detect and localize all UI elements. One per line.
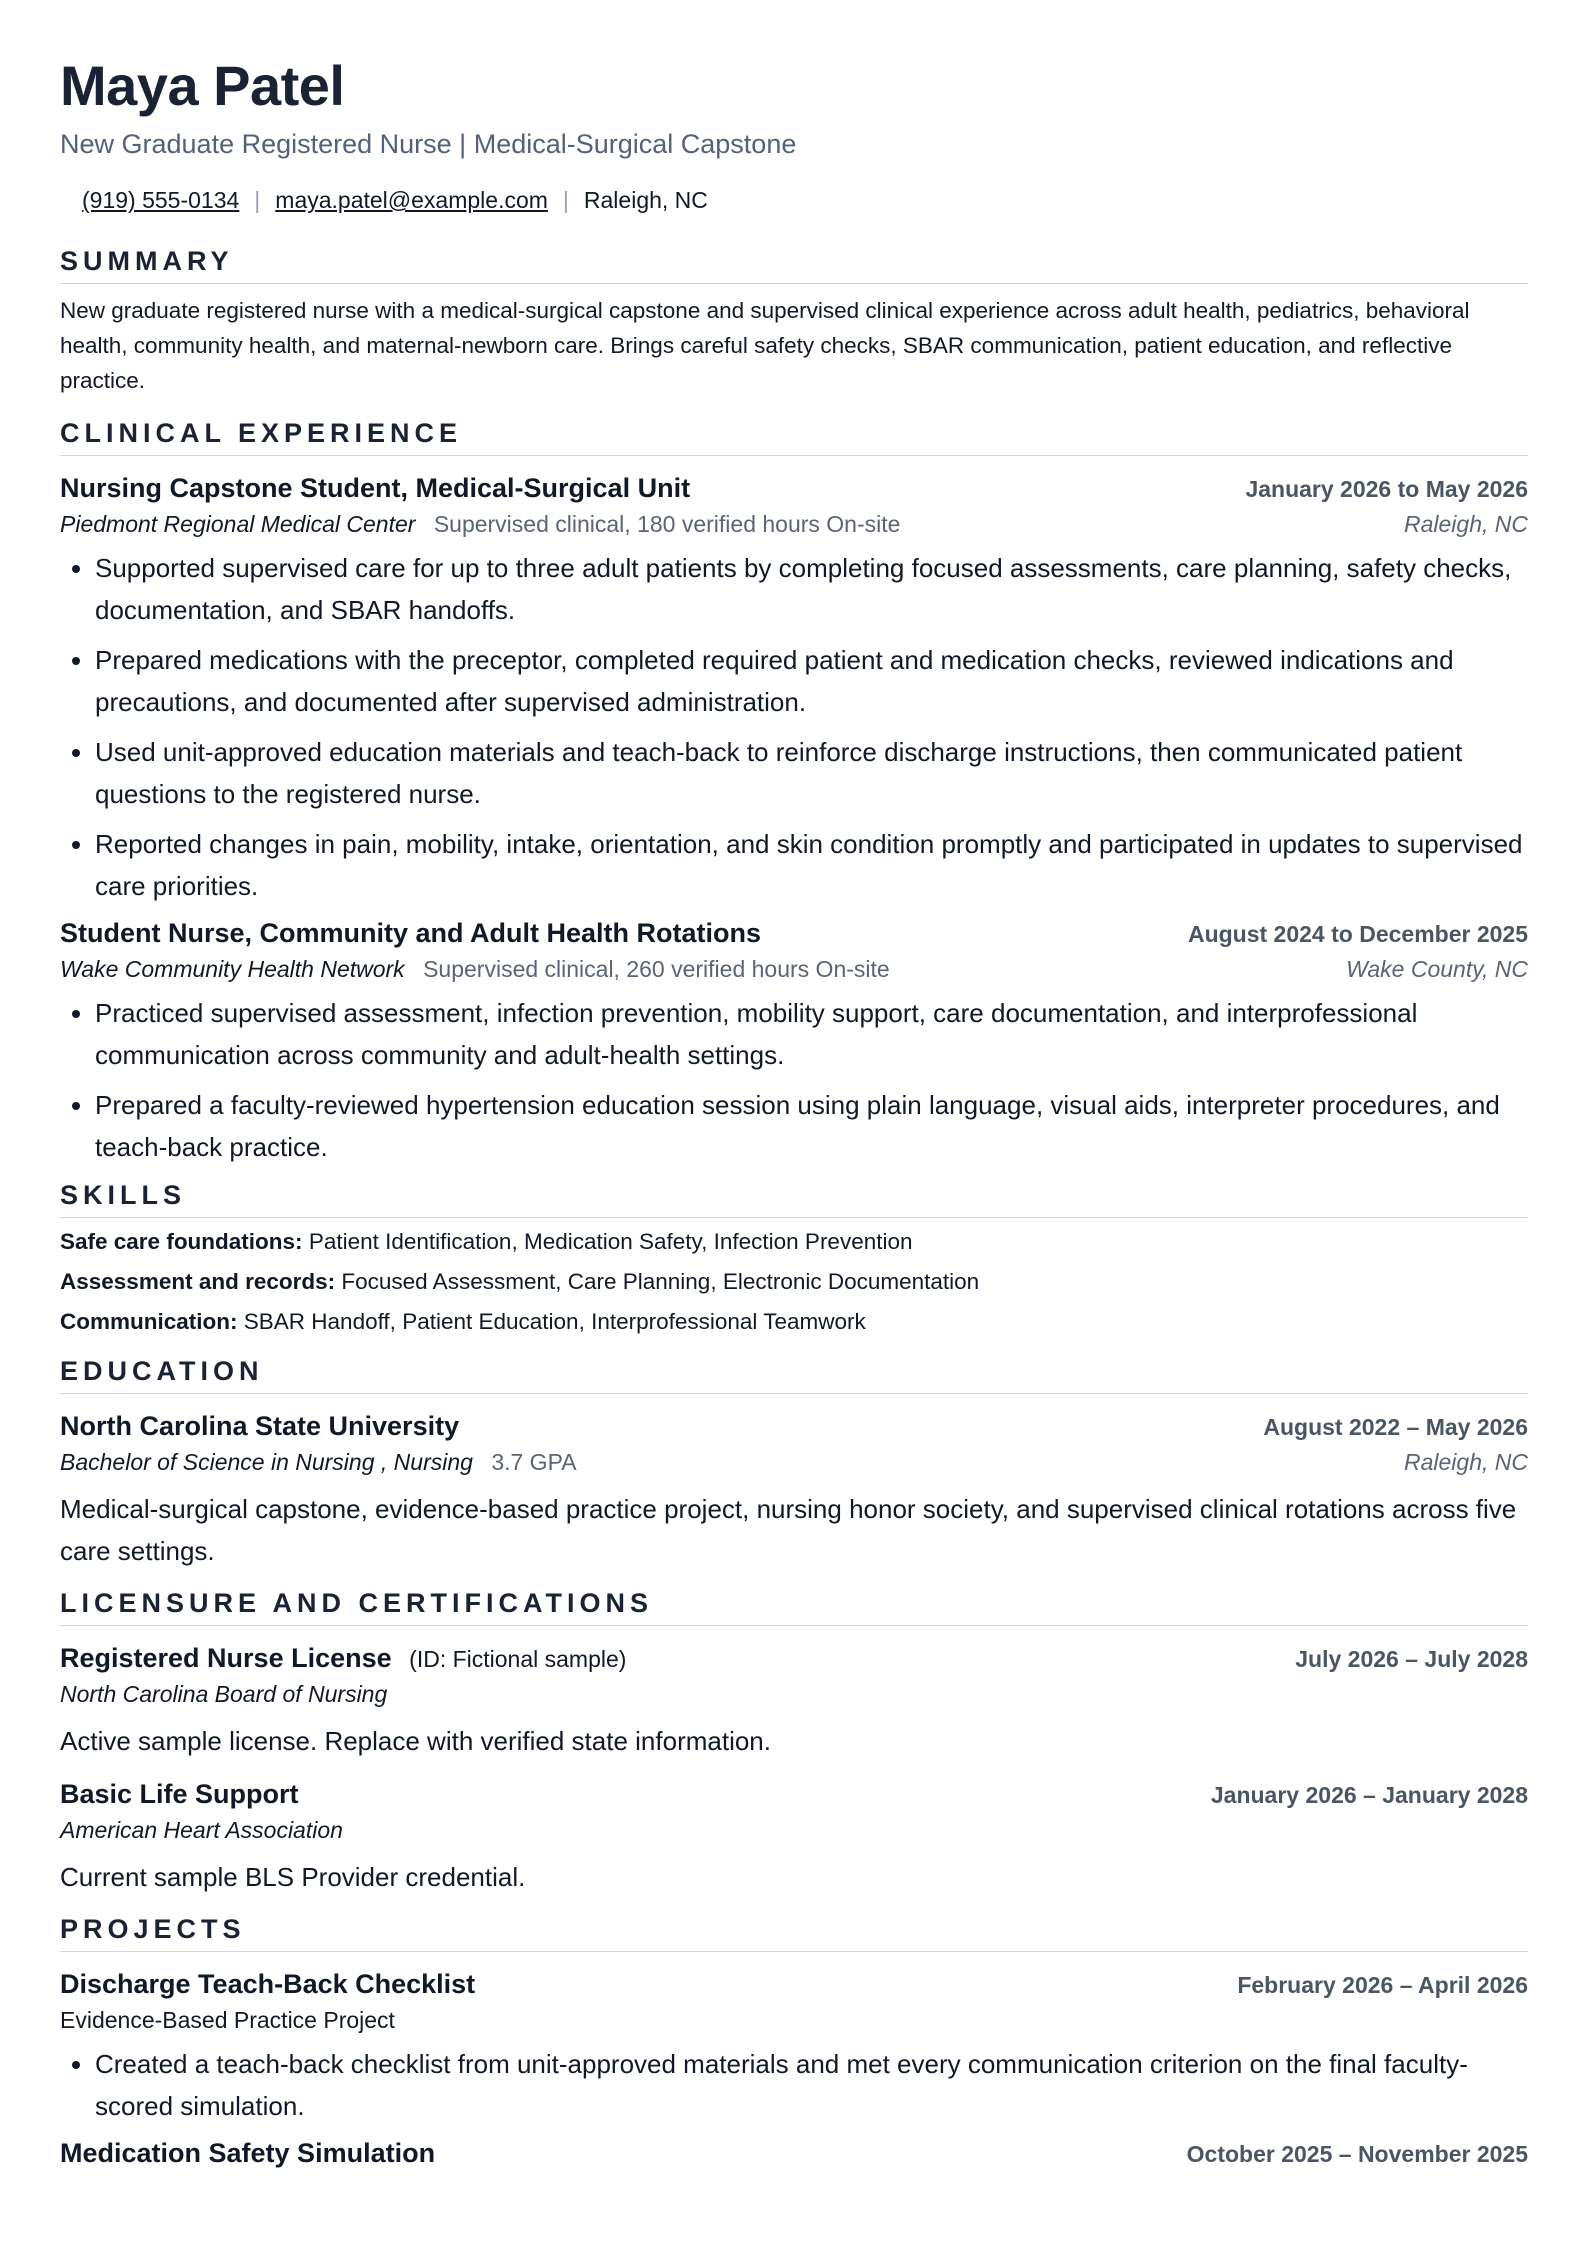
project-entry — [60, 1966, 1528, 2127]
skill-label: Safe care foundations: — [60, 1229, 303, 1254]
section-title: SUMMARY — [60, 244, 1528, 284]
contact-separator: | — [562, 187, 569, 213]
skill-line — [60, 1302, 1528, 1342]
candidate-name: Maya Patel — [60, 54, 345, 117]
bullet-item: • Practiced supervised assessment, infection prevention, mobility support, care documentation, and interprofessional communication across community and adult-health settings. — [95, 992, 1528, 1076]
education-details: Medical-surgical capstone, evidence-based practice project, nursing honor society, and supervised clinical rotations across five care settings. — [60, 1494, 1517, 1566]
degree-name: Bachelor of Science in Nursing , Nursing — [60, 1449, 473, 1475]
bullet-item: • Prepared medications with the preceptor, completed required patient and medication checks, reviewed indications and precautions, and documented after supervised administration. — [95, 639, 1528, 723]
skill-line — [60, 1222, 1528, 1262]
job-dates: August 2024 to December 2025 — [1187, 921, 1528, 947]
section-title: PROJECTS — [60, 1912, 1528, 1952]
license-note: (ID: Fictional sample) — [409, 1646, 627, 1672]
skill-line — [60, 1262, 1528, 1302]
skill-value: Focused Assessment, Care Planning, Electronic Documentation — [341, 1269, 980, 1294]
license-details: Current sample BLS Provider credential. — [60, 1862, 526, 1892]
employer-name: Wake Community Health Network — [60, 956, 405, 982]
job-title: Nursing Capstone Student, Medical-Surgical Unit — [60, 473, 691, 503]
license-entry — [60, 1640, 1528, 1762]
license-details: Active sample license. Replace with verified state information. — [60, 1726, 771, 1756]
job-title: Student Nurse, Community and Adult Health Rotations — [60, 918, 762, 948]
bullet-item: • Used unit-approved education materials and teach-back to reinforce discharge instructions, then communicated patient questions to the registered nurse. — [95, 731, 1528, 815]
section-title: CLINICAL EXPERIENCE — [60, 416, 1528, 456]
skill-label: Assessment and records: — [60, 1269, 336, 1294]
education-location: Raleigh, NC — [1404, 1449, 1528, 1475]
bullet-item: • Prepared a faculty-reviewed hypertension education session using plain language, visual aids, interpreter procedures, and teach-back practice. — [95, 1084, 1528, 1168]
bullet-item: • Reported changes in pain, mobility, intake, orientation, and skin condition promptly and participated in updates to supervised care priorities. — [95, 823, 1528, 907]
license-title — [60, 1640, 626, 1677]
phone-link[interactable]: (919) 555-0134 — [82, 187, 240, 213]
projects-section — [60, 1912, 1528, 2172]
candidate-headline: New Graduate Registered Nurse | Medical-Surgical Capstone — [60, 129, 797, 159]
email-link[interactable]: maya.patel@example.com — [275, 187, 548, 213]
bullet-item: • Supported supervised care for up to three adult patients by completing focused assessments, care planning, safety checks, documentation, and SBAR handoffs. — [95, 547, 1528, 631]
licensure-section — [60, 1586, 1528, 1898]
project-bullets — [60, 2043, 1528, 2127]
job-dates: January 2026 to May 2026 — [1245, 476, 1528, 502]
skill-label: Communication: — [60, 1309, 238, 1334]
experience-entry — [60, 470, 1528, 907]
skill-value: Patient Identification, Medication Safety, Infection Prevention — [308, 1229, 913, 1254]
license-entry — [60, 1776, 1528, 1898]
license-issuer: American Heart Association — [60, 1817, 343, 1843]
job-location: Raleigh, NC — [1404, 511, 1528, 537]
education-entry — [60, 1408, 1528, 1572]
school-name: North Carolina State University — [60, 1411, 460, 1441]
job-meta: Supervised clinical, 180 verified hours On-site — [433, 511, 901, 537]
project-dates: October 2025 – November 2025 — [1186, 2141, 1528, 2167]
section-title: SKILLS — [60, 1178, 1528, 1218]
location-text: Raleigh, NC — [583, 187, 708, 213]
job-meta: Supervised clinical, 260 verified hours On-site — [423, 956, 890, 982]
experience-entry — [60, 915, 1528, 1168]
experience-section — [60, 416, 1528, 1168]
gpa-text: 3.7 GPA — [491, 1449, 577, 1475]
project-title: Discharge Teach-Back Checklist — [60, 1969, 476, 1999]
job-location: Wake County, NC — [1346, 956, 1528, 982]
summary-section — [60, 244, 1528, 398]
job-bullets — [60, 992, 1528, 1168]
education-dates: August 2022 – May 2026 — [1263, 1414, 1528, 1440]
section-title: LICENSURE AND CERTIFICATIONS — [60, 1586, 1528, 1626]
bullet-item: • Created a teach-back checklist from unit-approved materials and met every communication criterion on the final faculty-scored simulation. — [95, 2043, 1528, 2127]
license-name: Basic Life Support — [60, 1779, 299, 1809]
license-dates: July 2026 – July 2028 — [1295, 1646, 1528, 1672]
education-section — [60, 1354, 1528, 1572]
project-entry — [60, 2135, 1528, 2172]
contact-separator: | — [254, 187, 261, 213]
license-dates: January 2026 – January 2028 — [1210, 1782, 1528, 1808]
section-title: EDUCATION — [60, 1354, 1528, 1394]
skills-section — [60, 1178, 1528, 1342]
job-bullets — [60, 547, 1528, 907]
project-dates: February 2026 – April 2026 — [1237, 1972, 1528, 1998]
skill-value: SBAR Handoff, Patient Education, Interprofessional Teamwork — [243, 1309, 866, 1334]
summary-text: New graduate registered nurse with a medical-surgical capstone and supervised clinical experience across adult health, pediatrics, behavioral health, community health, and maternal-newborn care. Brings careful safety checks, SBAR communication, patient education, and reflective practice. — [60, 298, 1470, 393]
contact-line — [82, 184, 1528, 216]
resume-header — [60, 52, 1528, 216]
project-title: Medication Safety Simulation — [60, 2138, 436, 2168]
project-subtitle: Evidence-Based Practice Project — [60, 2007, 395, 2033]
license-issuer: North Carolina Board of Nursing — [60, 1681, 388, 1707]
license-name: Registered Nurse License — [60, 1643, 392, 1673]
employer-name: Piedmont Regional Medical Center — [60, 511, 416, 537]
